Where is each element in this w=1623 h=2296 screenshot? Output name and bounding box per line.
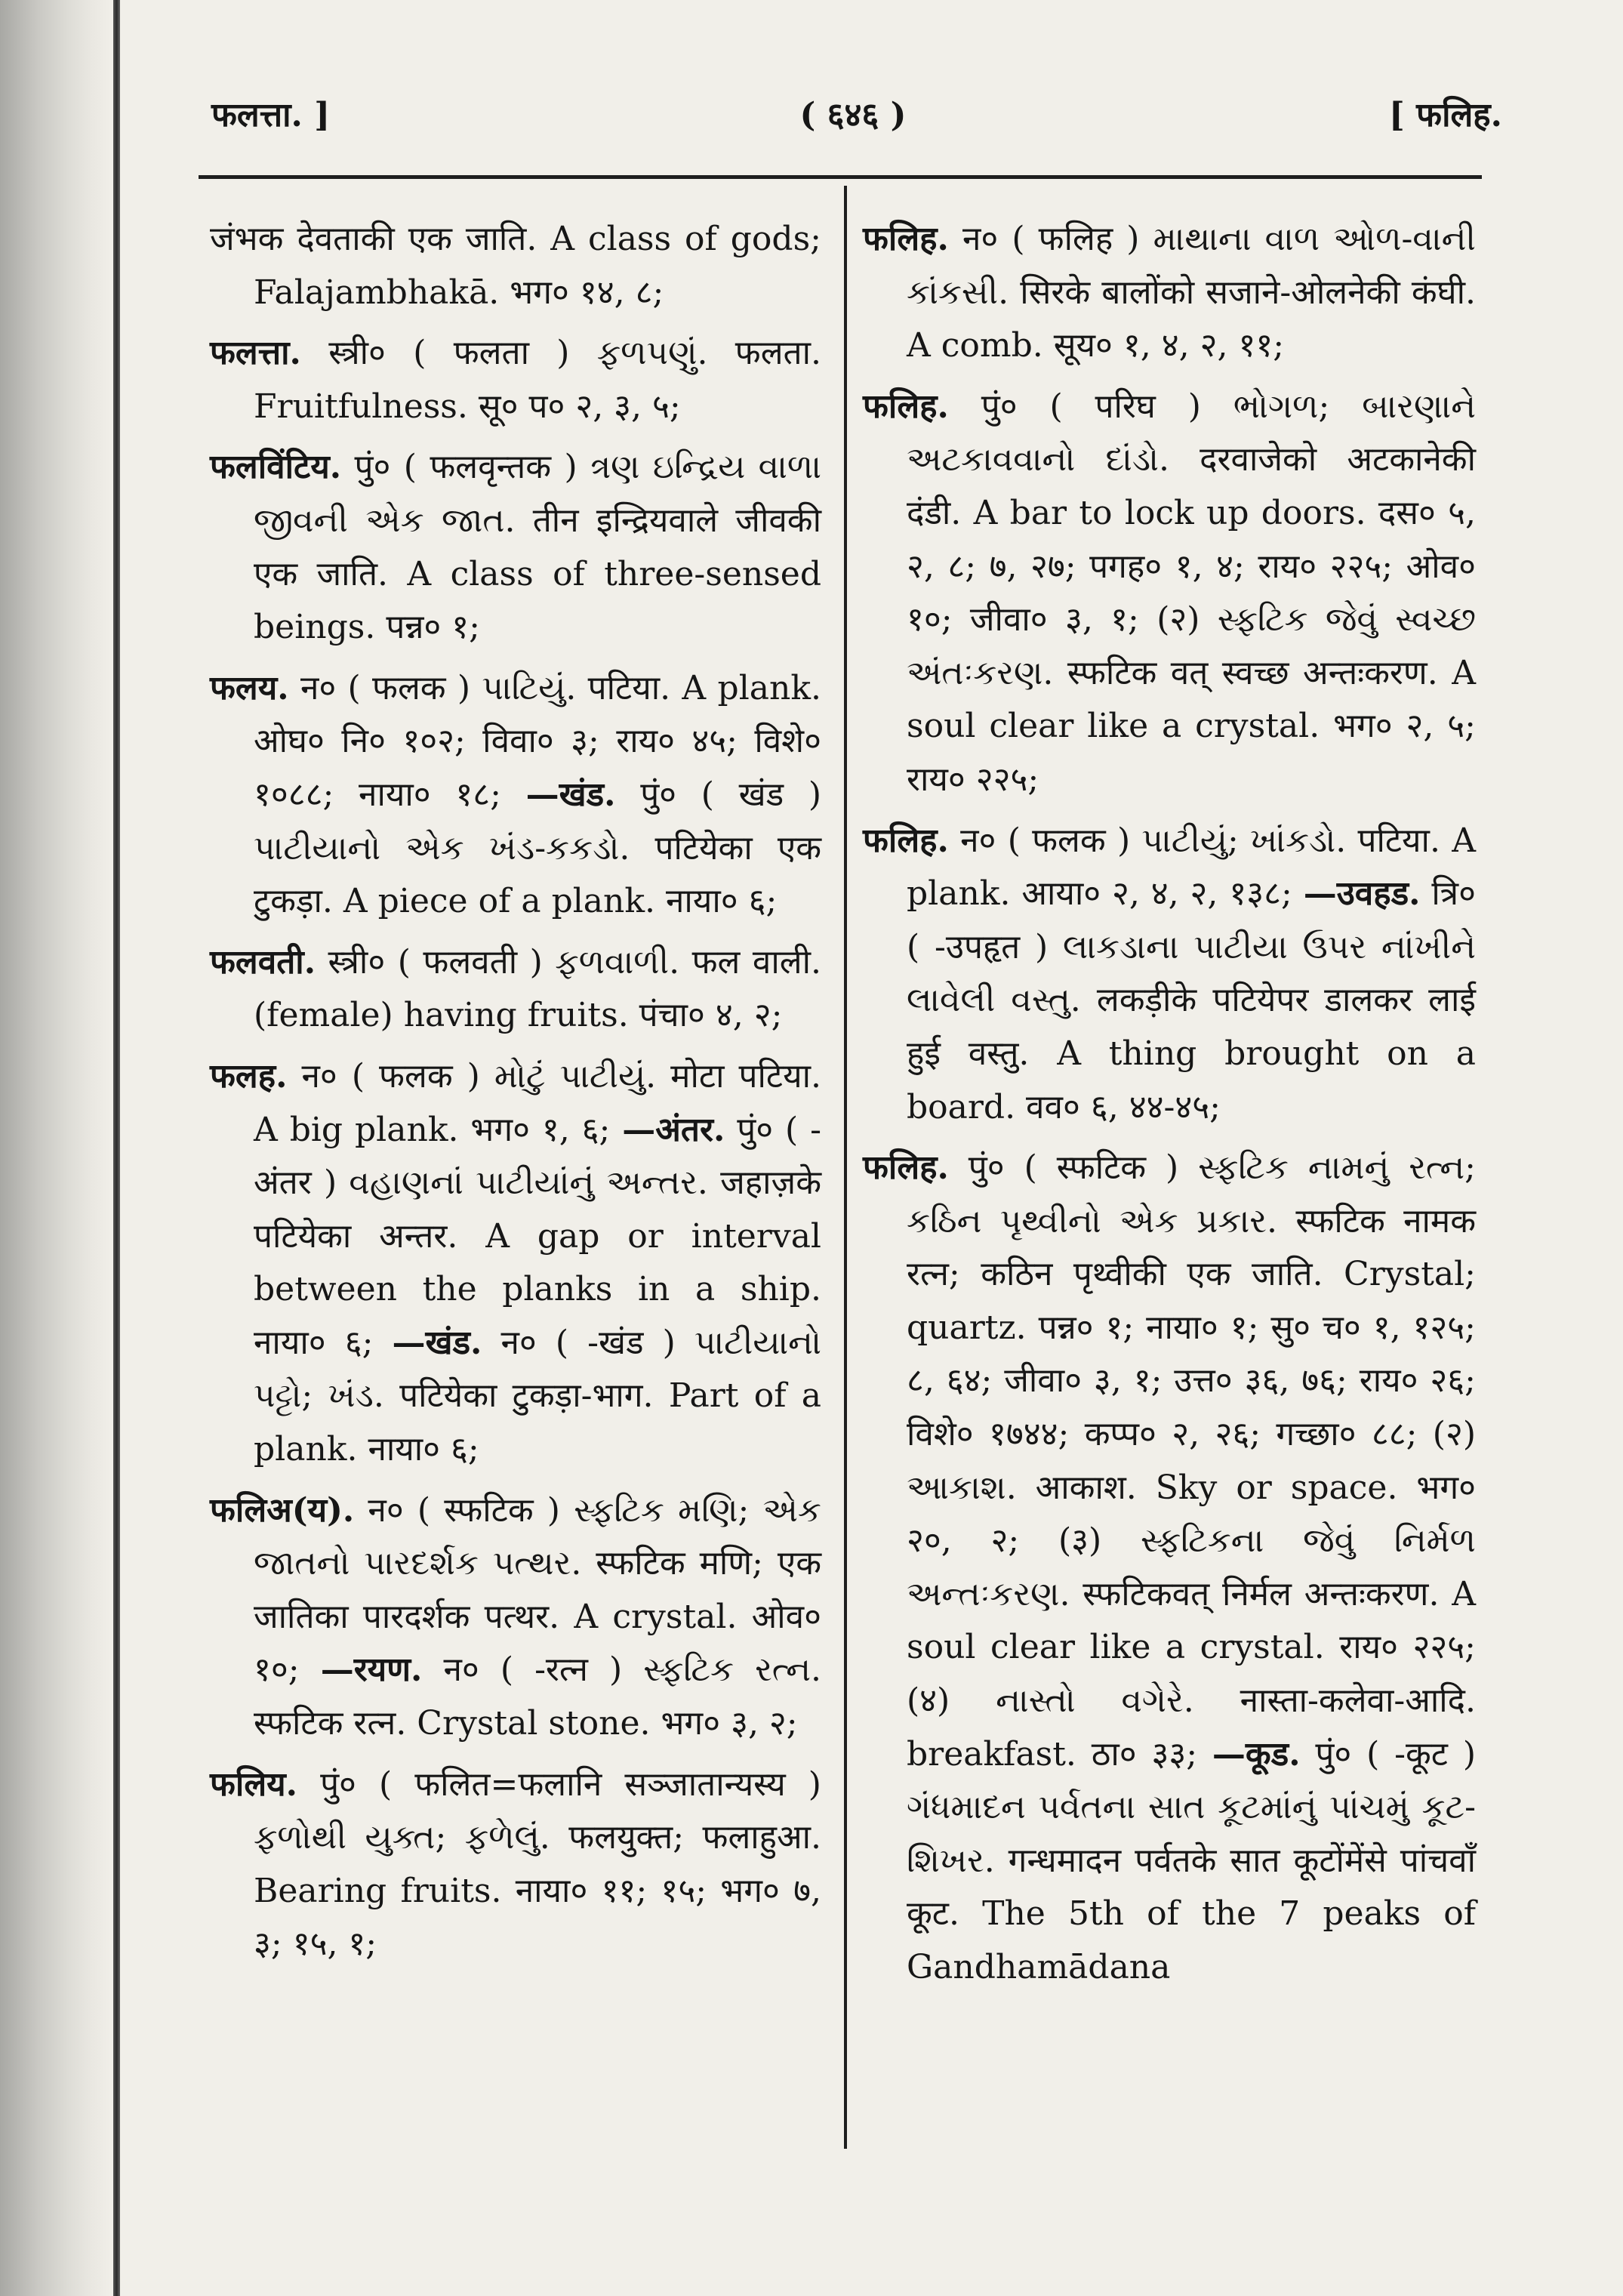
entry-faliha-crystal — [863, 1142, 1476, 1995]
headword: फलिअ(य). — [210, 1490, 355, 1530]
header-rule — [199, 175, 1482, 179]
headword: फलत्ता. — [210, 334, 301, 373]
entry-faliha-bar — [863, 381, 1476, 807]
column-divider — [844, 186, 847, 2149]
page-header — [204, 91, 1502, 151]
sub-headword: —उवहड. — [1303, 874, 1421, 914]
definition: पुं० ( फलवृन्तक ) ત્રણ ઇન્દ્રિય વાળા જીવની એક જાત. तीन इन्द्रियवाले जीवकी एक जाति. A class of three-sensed beings. पन्न० १; — [254, 448, 821, 647]
sub-headword: —रयण. — [320, 1650, 423, 1690]
entry-faliha-plank — [863, 815, 1476, 1135]
entry-falavati — [210, 936, 821, 1043]
sub-headword: —खंड. — [525, 775, 616, 814]
sub-headword-2: —खंड. — [392, 1323, 482, 1362]
definition: स्त्री० ( फलता ) ફળપણું. फलता. Fruitfulness. सू० प० २, ३, ५; — [254, 334, 821, 426]
definition: पुं० ( फलित=फलानि सञ्जातान्यस्य ) ફળોથી યુક્ત; ફળેલું. फलयुक्त; फलाहुआ. Bearing fruits. नाया० ११; १५; भग० ७, ३; १५, १; — [254, 1764, 821, 1964]
binding-edge — [113, 0, 120, 2296]
definition: न० ( स्फटिक ) સ્ફટિક મણિ; એક જાતનો પારદર્શક પત્થર. स्फटिक मणि; एक जातिका पारदर्शक पत्थर. A crystal. ओव० १०; — [254, 1490, 821, 1690]
sub-definition: न० ( -रत्न ) સ્ફટિક રત્ન. स्फटिक रत्न. Crystal stone. भग० ३, २; — [254, 1650, 821, 1743]
header-right-guideword: [ फलिह. — [1389, 96, 1502, 134]
headword: फलिह. — [863, 387, 949, 426]
entry-falaha — [210, 1050, 821, 1477]
headword: फलिय. — [210, 1764, 297, 1804]
sub-headword: —अंतर. — [622, 1110, 725, 1149]
header-left-guideword: फलत्ता. ] — [211, 96, 331, 134]
sub-headword: —कूड. — [1212, 1734, 1301, 1774]
entry-faliha-comb — [863, 213, 1476, 373]
headword: फलिह. — [863, 220, 949, 258]
definition: स्त्री० ( फलवती ) ફળવાળી. फल वाली. (female) having fruits. पंचा० ४, २; — [254, 942, 821, 1035]
definition: न० ( फलक ) મોટું પાટીયું. मोटा पटिया. A big plank. भग० १, ६; — [254, 1056, 821, 1149]
definition: न० ( फलक ) પાટીયું; ખાંકડો. पटिया. A plank. आया० २, ४, २, १३८; — [907, 821, 1476, 914]
right-column — [863, 213, 1476, 2002]
entry-falaya — [210, 662, 821, 929]
entry-falavintiya — [210, 441, 821, 654]
entry-falatta — [210, 327, 821, 433]
definition: न० ( फलिह ) માથાના વાળ ઓળ-વાની કાંકસી. सिरके बालोंको सजाने-ओलनेकी कंघी. A comb. सूय० १, ४, २, ११; — [907, 220, 1476, 365]
binding-shadow — [0, 0, 113, 2296]
sub-definition-2: न० ( -खंड ) પાટીયાનો પટ્ટો; ખંડ. पटियेका टुकड़ा-भाग. Part of a plank. नाया० ६; — [254, 1323, 821, 1469]
headword: फलविंटिय. — [210, 448, 342, 487]
entry-continuation: जंभक देवताकी एक जाति. A class of gods; Falajambhakā. भग० १४, ८; — [210, 220, 821, 312]
headword: फलिह. — [863, 1148, 949, 1188]
definition: पुं० ( स्फटिक ) સ્ફટિક નામનું રત્ન; કઠિન પૃથ્વીનો એક પ્રકાર. स्फटिक नामक रत्न; कठिन पृथ्वीकी एक जाति. Crystal; quartz. पन्न० १; नाया० १; सु० च० १, १२५; ८, ६४; जीवा० ३, १; उत्त० ३६, ७६; राय० २६; विशे० १७४४; कप्प० २, २६; गच्छा० ८८; (२) આકાશ. आकाश. Sky or space. भग० २०, २; (३) સ્ફટિકના જેવું નિર્મળ અન્તઃકરણ. स्फटिकवत् निर्मल अन्तःकरण. A soul clear like a crystal. राय० २२५; (४) નાસ્તો વગેરે. नास्ता-कलेवा-आदि. breakfast. ठा० ३३; — [907, 1148, 1476, 1774]
sub-definition: त्रि० ( -उपहृत ) લાકડાના પાટીયા ઉપર નાંખીને લાવેલી વસ્તુ. लकड़ीके पटियेपर डालकर लाई हुई वस्तु. A thing brought on a board. वव० ६, ४४-४५; — [907, 874, 1476, 1126]
headword: फलह. — [210, 1056, 288, 1096]
sub-definition: पुं० ( -कूट ) ગંધમાદન પર્વતના સાત કૂટમાંનું પાંચમું કૂટ-શિખર. गन्धमादन पर्वतके सात कूटोंमेंसे पांचवाँ कूट. The 5th of the 7 peaks of Gandhamādana — [907, 1734, 1476, 1986]
headword: फलय. — [210, 668, 289, 707]
sub-definition: पुं० ( -अंतर ) વહાણનાં પાટીયાંનું અન્તર. जहाज़के पटियेका अन्तर. A gap or interval between the planks in a ship. नाया० ६; — [254, 1110, 821, 1362]
sub-definition: पुं० ( खंड ) પાટીયાનો એક ખંડ-કકડો. पटियेका एक टुकड़ा. A piece of a plank. नाया० ६; — [254, 775, 821, 921]
definition: पुं० ( परिघ ) ભોગળ; બારણાને અટકાવવાનો દાંડો. दरवाजेको अटकानेकी दंडी. A bar to lock up doors. दस० ५, २, ८; ७, २७; पगह० १, ४; राय० २२५; ओव० १०; जीवा० ३, १; (२) સ્ફટિક જેવું સ્વચ્છ અંતઃકરણ. स्फटिक वत् स्वच्छ अन्तःकरण. A soul clear like a crystal. भग० २, ५; राय० २२५; — [907, 387, 1476, 799]
headword: फलिह. — [863, 821, 949, 860]
page-number: ( ६४६ ) — [799, 96, 907, 134]
definition: न० ( फलक ) પાટિયું. पटिया. A plank. ओघ० नि० १०२; विवा० ३; राय० ४५; विशे० १०८८; नाया० १८; — [254, 668, 821, 814]
left-column — [210, 213, 821, 1979]
entry-faliya-crystal — [210, 1484, 821, 1751]
headword: फलवती. — [210, 942, 316, 982]
entry-faliya-fruits — [210, 1758, 821, 1971]
